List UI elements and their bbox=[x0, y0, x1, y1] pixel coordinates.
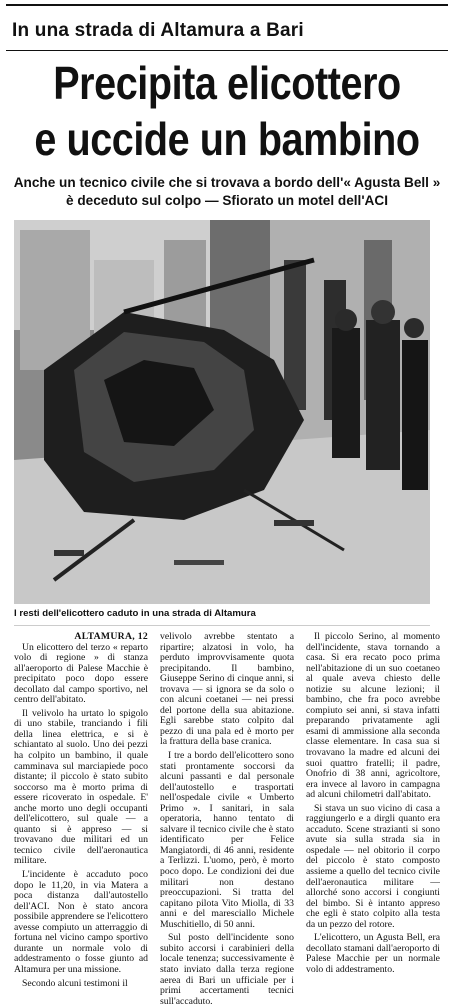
paragraph: Sul posto dell'incidente sono subito accorsi i carabinieri della locale tenenza; successivamente è stato inviato dalla terza regione aerea di Bari un ufficiale per i primi accertamenti tecnici sull'accaduto. bbox=[160, 932, 294, 1007]
dateline: ALTAMURA, 12 bbox=[74, 631, 148, 642]
subheadline: Anche un tecnico civile che si trovava a bordo dell'« Agusta Bell » è deceduto sul colpo — Sfiorato un motel dell'ACI bbox=[13, 175, 441, 208]
article-column-2 bbox=[160, 631, 294, 1007]
headline-line-1: Precipita elicottero bbox=[53, 57, 401, 109]
headline-line-2: e uccide un bambino bbox=[34, 113, 420, 165]
paragraph: velivolo avrebbe stentato a ripartire; alzatosi in volo, ha perduto improvvisamente quota precipitando. Il bambino, Giuseppe Serino di cinque anni, si trovava — si ignora se da solo o con alcuni coetanei — nei pressi del portone della sua abitazione. Egli sarebbe stato colpito dal pezzo di una pala ed è morto per la frattura della base cranica. bbox=[160, 631, 294, 748]
paragraph: Un elicottero del terzo « reparto volo di regione » di stanza all'aeroporto di Palese Macchie è precipitato poco dopo essere decollato dal campo sportivo, nel centro dell'abitato. bbox=[14, 641, 148, 706]
kicker: In una strada di Altamura a Bari bbox=[12, 20, 304, 41]
paragraph: Il velivolo ha urtato lo spigolo di uno stabile, tranciando i fili della linea elettrica, e si è schiantato al suolo. Uno dei pezzi ha colpito un bambino, il quale camminava sul marciapiede poco distante; il piccolo è stato subito soccorso ma è morto prima di essere ricoverato in ospedale. E' anche morto uno degli occupanti dell'elicottero, sul quale — a quanto si è appreso — si trovavano due militari ed un tecnico civile dell'aeronautica militare. bbox=[14, 707, 148, 867]
body-rule bbox=[14, 625, 430, 626]
paragraph: Si stava un suo vicino di casa a raggiungerlo e a dirgli quanto era accaduto. Scene strazianti si sono avute sia sulla strada sia in ospedale — nel obitorio il corpo del piccolo è stato composto assieme a quello del tecnico civile dell'aeronautica militare — allorché sono accorsi i congiunti del bimbo. Si è intanto appreso che egli è stato colpito alla testa da un pezzo del rotore. bbox=[306, 802, 440, 930]
article-column-1 bbox=[14, 631, 148, 989]
paragraph: Il piccolo Serino, al momento dell'incidente, stava tornando a casa. Si era recato poco prima nell'abitazione di un suo coetaneo al quale aveva chiesto delle notizie su alcune lezioni; il bambino, che fra poco avrebbe compiuto sei anni, si stava infatti preparando privatamente agli esami di ammissione alla seconda classe elementare. In casa sua si trovavano la madre ed alcuni dei suoi quattro fratelli; il padre, Onofrio di 38 anni, agricoltore, era invece al lavoro in campagna ad alcuni chilometri dall'abitato. bbox=[306, 631, 440, 801]
news-photo bbox=[14, 220, 430, 604]
kicker-rule bbox=[6, 50, 448, 51]
paragraph: I tre a bordo dell'elicottero sono stati prontamente soccorsi da alcuni passanti e dal personale dell'autostello e trasportati nell'ospedale civile « Umberto Primo ». I sanitari, in sala operatoria, hanno tentato di salvare il tecnico civile che è stato identificato per Felice Mangiatordi, di 46 anni, residente a Terlizzi. L'uomo, però, è morto poco dopo. Le condizioni dei due militari non destano preoccupazioni. Si tratta del capitano pilota Vito Miolla, di 33 anni e del maresciallo Michele Muschitiello, di 50 anni. bbox=[160, 750, 294, 930]
paragraph: L'incidente è accaduto poco dopo le 11,20, in via Matera a poca distanza dall'autostello dell'ACI. Non è stato ancora possibile apprendere se l'elicottero avesse compiuto un atterraggio di fortuna nel vicino campo sportivo durante un normale volo di addestramento o fosse giunto ad Altamura per una missione. bbox=[14, 869, 148, 975]
article-column-3 bbox=[306, 631, 440, 975]
top-rule bbox=[6, 4, 448, 6]
paragraph: L'elicottero, un Agusta Bell, era decollato stamani dall'aeroporto di Palese Macchie per un normale volo di addestramento. bbox=[306, 932, 440, 975]
paragraph: Secondo alcuni testimoni il bbox=[22, 977, 128, 989]
photo-caption: I resti dell'elicottero caduto in una strada di Altamura bbox=[14, 608, 256, 619]
